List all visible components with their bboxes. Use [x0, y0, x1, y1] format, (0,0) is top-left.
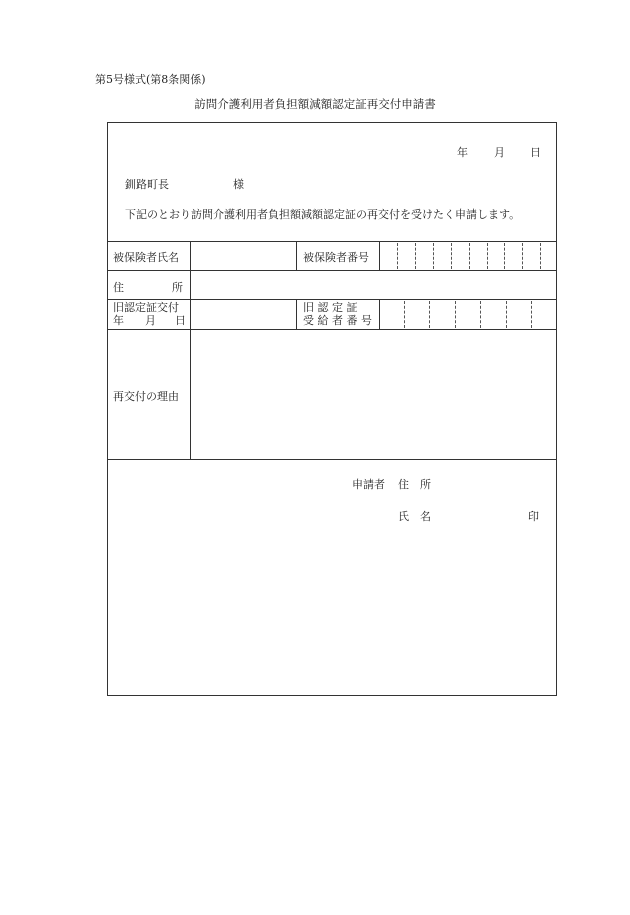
insured-name-field[interactable] — [191, 242, 295, 269]
date-year-label: 年 — [457, 146, 468, 159]
addressee-honorific: 様 — [233, 178, 244, 191]
applicant-address-field[interactable] — [440, 470, 550, 492]
form-title: 訪問介護利用者負担額減額認定証再交付申請書 — [194, 97, 436, 111]
reason-label: 再交付の理由 — [113, 390, 179, 403]
application-statement: 下記のとおり訪問介護利用者負担額減額認定証の再交付を受けたく申請します。 — [125, 208, 521, 221]
address-field[interactable] — [191, 271, 556, 298]
old-issue-date-field[interactable] — [191, 300, 295, 328]
old-recipient-label-line2: 受 給 者 番 号 — [303, 314, 372, 327]
old-issue-date-day-label: 日 — [175, 314, 186, 327]
date-day-label: 日 — [530, 146, 541, 159]
old-issue-date-year-label: 年 — [113, 314, 124, 327]
rule-after-reason-row — [107, 459, 557, 460]
rule-number-label-left-1 — [296, 241, 297, 270]
insured-name-label: 被保険者氏名 — [113, 251, 179, 264]
form-number-label: 第5号様式(第8条関係) — [95, 73, 206, 86]
seal-label: 印 — [528, 510, 539, 523]
applicant-label: 申請者 — [352, 478, 385, 491]
reason-field[interactable] — [191, 330, 556, 458]
applicant-name-field[interactable] — [440, 502, 520, 524]
old-issue-date-label-line1: 旧認定証交付 — [113, 301, 179, 314]
old-recipient-number-field[interactable] — [380, 300, 556, 328]
old-issue-date-month-label: 月 — [145, 314, 156, 327]
applicant-address-label: 住 所 — [398, 478, 431, 491]
rule-number-label-left-2 — [296, 299, 297, 329]
applicant-name-label: 氏 名 — [398, 510, 431, 523]
insured-number-field[interactable] — [380, 242, 556, 269]
address-label-char-2: 所 — [172, 281, 183, 294]
addressee-name: 釧路町長 — [125, 178, 169, 191]
old-recipient-label-line1: 旧 認 定 証 — [303, 301, 358, 314]
address-label-char-1: 住 — [113, 281, 124, 294]
insured-number-label: 被保険者番号 — [303, 251, 369, 264]
date-month-label: 月 — [494, 146, 505, 159]
